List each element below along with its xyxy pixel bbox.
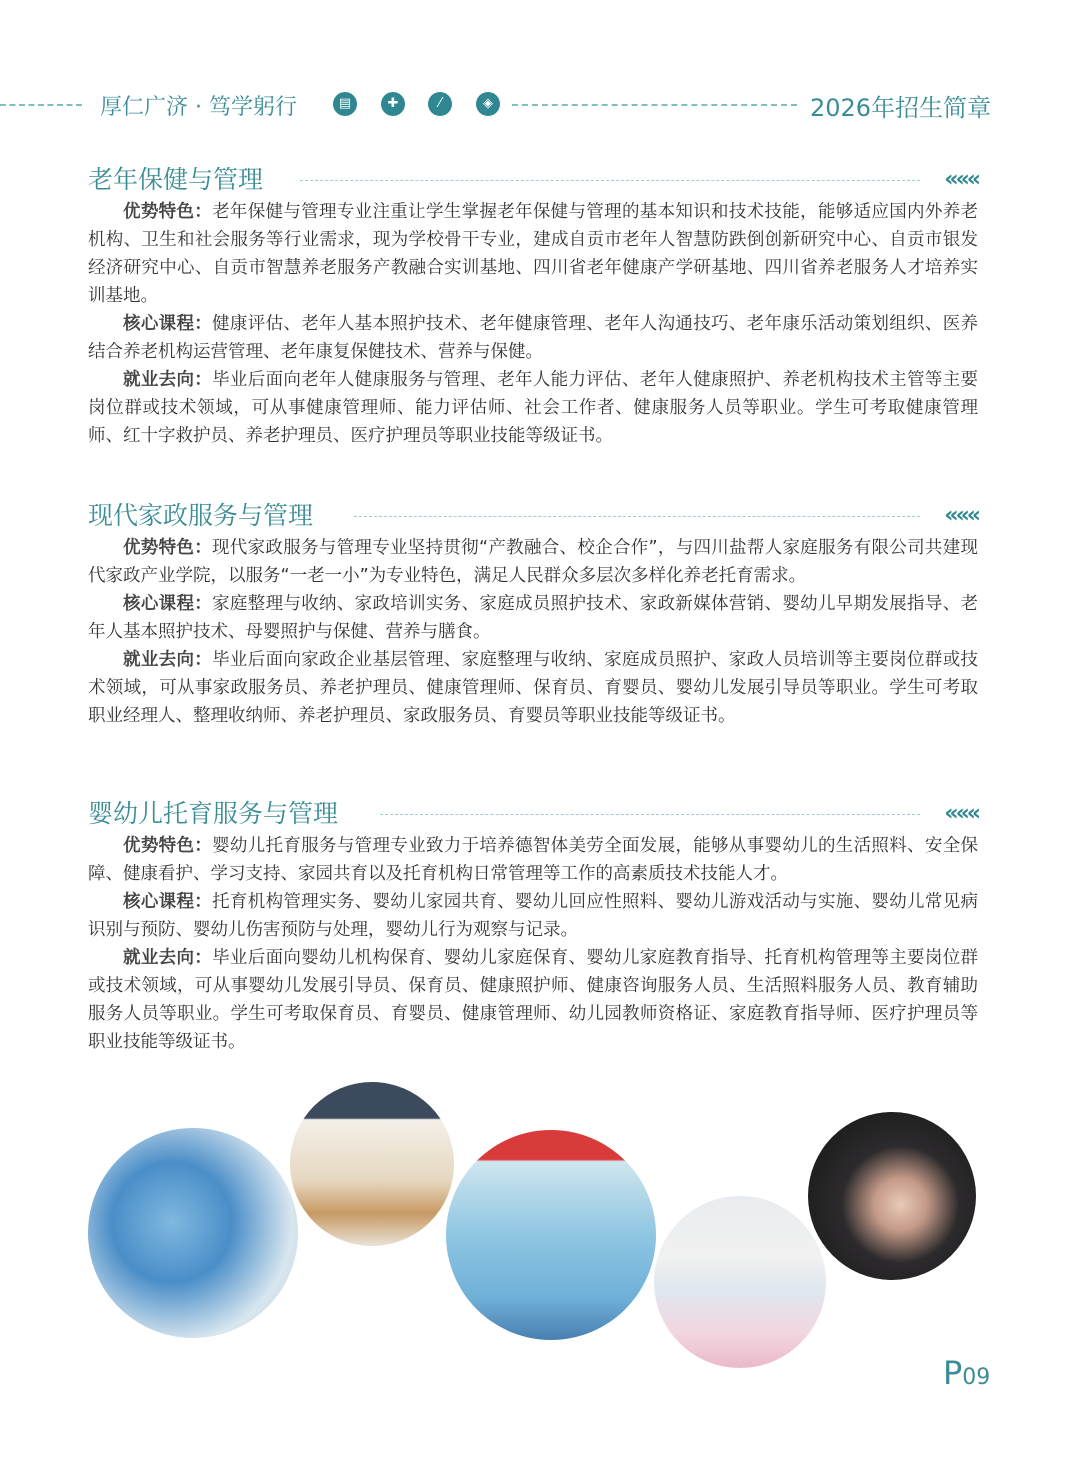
- divider: [0, 104, 82, 106]
- paragraph: 核心课程：家庭整理与收纳、家政培训实务、家庭成员照护技术、家政新媒体营销、婴幼儿早期发展指导、老年人基本照护技术、母婴照护与保健、营养与膳食。: [88, 594, 979, 642]
- syringe-icon: ⁄: [428, 92, 452, 116]
- brochure-title: 2026年招生简章: [810, 94, 992, 122]
- photo-portrait-performance: [808, 1112, 976, 1280]
- chevron-icon: «««: [944, 167, 978, 192]
- paragraph: 优势特色：现代家政服务与管理专业坚持贯彻“产教融合、校企合作”，与四川盐帮人家庭服务有限公司共建现代家政产业学院，以服务“一老一小”为专业特色，满足人民群众多层次多样化养老托育需求。: [88, 538, 978, 586]
- pill-icon: ◈: [476, 92, 500, 116]
- section-title: 现代家政服务与管理: [88, 501, 314, 530]
- paragraph: 就业去向：毕业后面向老年人健康服务与管理、老年人能力评估、老年人健康照护、养老机构技术主管等主要岗位群或技术领域，可从事健康管理师、能力评估师、社会工作者、健康服务人员等职业。学生可考取健康管理师、红十字救护员、养老护理员、医疗护理员等职业技能等级证书。: [88, 370, 979, 446]
- photo-care-room: [290, 1082, 454, 1246]
- photo-nursing-practice: [654, 1196, 826, 1368]
- paragraph: 优势特色：婴幼儿托育服务与管理专业致力于培养德智体美劳全面发展，能够从事婴幼儿的生活照料、安全保障、健康看护、学习支持、家园共育以及托育机构日常管理等工作的高素质技术技能人才。: [88, 836, 979, 884]
- section-title: 老年保健与管理: [88, 165, 264, 194]
- book-icon: ▤: [333, 92, 357, 116]
- chevron-icon: «««: [944, 503, 978, 528]
- paragraph: 核心课程：健康评估、老年人基本照护技术、老年健康管理、老年人沟通技巧、老年康乐活动策划组织、医养结合养老机构运营管理、老年康复保健技术、营养与保健。: [88, 314, 979, 362]
- paragraph: 优势特色：老年保健与管理专业注重让学生掌握老年保健与管理的基本知识和技术技能，能够适应国内外养老机构、卫生和社会服务等行业需求，现为学校骨干专业，建成自贡市老年人智慧防跌倒创新研究中心、自贡市银发经济研究中心、自贡市智慧养老服务产教融合实训基地、四川省老年健康产学研基地、四川省养老服务人才培养实训基地。: [88, 202, 979, 306]
- motto: 厚仁广济 · 笃学躬行: [100, 95, 297, 120]
- section-elderly-care: [88, 162, 978, 450]
- section-housekeeping: [88, 498, 978, 730]
- photo-medical-training: [88, 1128, 298, 1338]
- page-header: [0, 88, 1080, 122]
- medical-kit-icon: ✚: [381, 92, 405, 116]
- photo-classroom-demo: [446, 1130, 656, 1340]
- paragraph: 就业去向：毕业后面向家政企业基层管理、家庭整理与收纳、家庭成员照护、家政人员培训等主要岗位群或技术领域，可从事家政服务员、养老护理员、健康管理师、保育员、育婴员、婴幼儿发展引导员等职业。学生可考取职业经理人、整理收纳师、养老护理员、家政服务员、育婴员等职业技能等级证书。: [88, 650, 979, 726]
- paragraph: 就业去向：毕业后面向婴幼儿机构保育、婴幼儿家庭保育、婴幼儿家庭教育指导、托育机构管理等主要岗位群或技术领域，可从事婴幼儿发展引导员、保育员、健康照护师、健康咨询服务人员、生活照料服务人员、教育辅助服务人员等职业。学生可考取保育员、育婴员、健康管理师、幼儿园教师资格证、家庭教育指导师、医疗护理员等职业技能等级证书。: [88, 948, 979, 1052]
- paragraph: 核心课程：托育机构管理实务、婴幼儿家园共育、婴幼儿回应性照料、婴幼儿游戏活动与实施、婴幼儿常见病识别与预防、婴幼儿伤害预防与处理，婴幼儿行为观察与记录。: [88, 892, 979, 940]
- chevron-icon: «««: [944, 801, 978, 826]
- divider: [512, 104, 797, 106]
- page-number: P09: [943, 1354, 991, 1392]
- section-infant-care: [88, 796, 978, 1056]
- section-title: 婴幼儿托育服务与管理: [88, 799, 339, 828]
